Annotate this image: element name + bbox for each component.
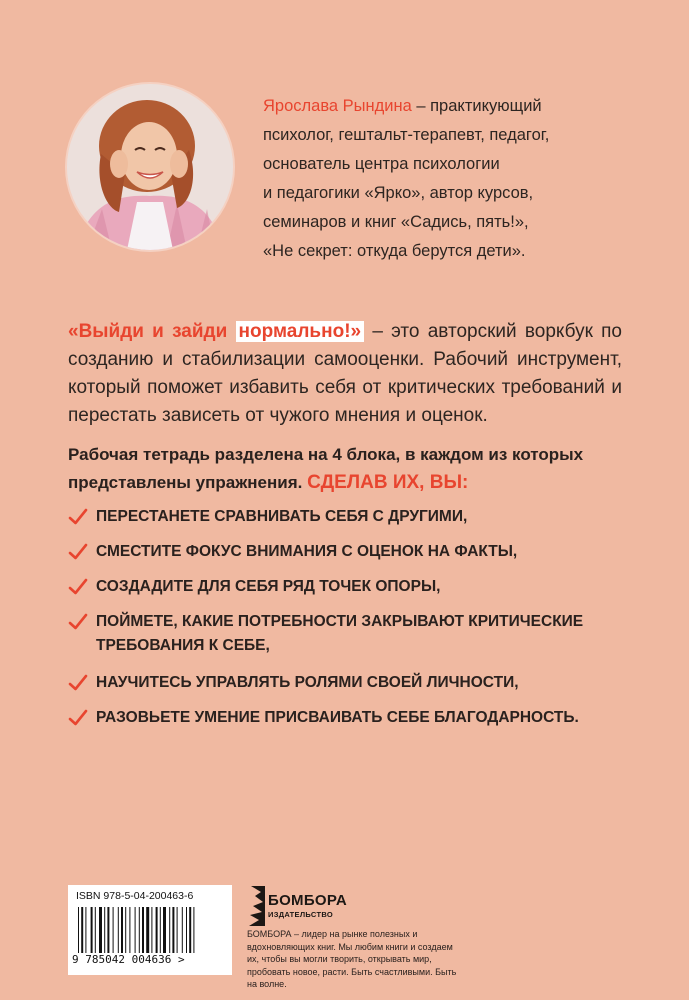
list-item-text: ПОЙМЕТЕ, КАКИЕ ПОТРЕБНОСТИ ЗАКРЫВАЮТ КРИТИЧЕСКИЕ ТРЕБОВАНИЯ К СЕБЕ, <box>96 613 584 654</box>
barcode-bar <box>177 907 178 953</box>
publisher-description: БОМБОРА – лидер на рынке полезных и вдохновляющих книг. Мы любим книги и создаем их, чтобы вы могли творить, открывать мир, пробовать новое, расти. Быть счастливыми. Быть на волне. <box>247 929 457 989</box>
bio-line: психолог, гештальт-терапевт, педагог, <box>263 126 550 144</box>
barcode-bars <box>76 907 224 953</box>
barcode-bar <box>189 907 191 953</box>
barcode-bar <box>172 907 174 953</box>
barcode-bar <box>169 907 170 953</box>
barcode-bar <box>125 907 126 953</box>
barcode-bar <box>139 907 140 953</box>
list-item-text: СМЕСТИТЕ ФОКУС ВНИМАНИЯ С ОЦЕНОК НА ФАКТЫ, <box>96 543 518 560</box>
list-item-text: НАУЧИТЕСЬ УПРАВЛЯТЬ РОЛЯМИ СВОЕЙ ЛИЧНОСТИ, <box>96 674 519 691</box>
bio-line: и педагогики «Ярко», автор курсов, <box>263 184 534 202</box>
checkmark-icon <box>68 507 88 527</box>
barcode-bar <box>113 907 114 953</box>
barcode-bar <box>146 907 149 953</box>
isbn-barcode <box>68 885 232 975</box>
barcode-bar <box>85 907 86 953</box>
list-item <box>68 706 628 730</box>
blocks-text: Рабочая тетрадь разделена на 4 блока, в каждом из которых представлены упражнения. <box>68 445 584 492</box>
list-item <box>68 575 628 599</box>
list-item <box>68 505 628 529</box>
author-name: Ярослава Рындина <box>263 97 412 115</box>
barcode-bar <box>135 907 136 953</box>
bio-line: – практикующий <box>411 97 542 115</box>
checkmark-icon <box>68 577 88 597</box>
barcode-bar <box>156 907 158 953</box>
publisher-name: БОМБОРА <box>268 892 348 909</box>
bio-line: основатель центра психологии <box>263 155 500 173</box>
barcode-bar <box>129 907 130 953</box>
barcode-bar <box>78 907 79 953</box>
checkmark-icon <box>68 542 88 562</box>
isbn-label: ISBN 978-5-04-200463-6 <box>76 890 194 902</box>
barcode-bar <box>95 907 96 953</box>
book-intro <box>68 318 622 430</box>
barcode-digits: 9 785042 004636 > <box>72 953 185 966</box>
barcode-bar <box>142 907 144 953</box>
barcode-bar <box>81 907 83 953</box>
benefits-list <box>68 505 628 741</box>
list-item <box>68 540 628 564</box>
barcode-bar <box>104 907 105 953</box>
checkmark-icon <box>68 673 88 693</box>
barcode-bar <box>118 907 119 953</box>
author-bio <box>263 92 603 266</box>
checkmark-icon <box>68 612 88 632</box>
list-item <box>68 671 628 695</box>
blocks-accent: СДЕЛАВ ИХ, ВЫ: <box>307 472 469 493</box>
list-item-text: ПЕРЕСТАНЕТЕ СРАВНИВАТЬ СЕБЯ С ДРУГИМИ, <box>96 508 468 525</box>
barcode-bar <box>91 907 93 953</box>
barcode-bar <box>160 907 161 953</box>
barcode-bar <box>193 907 194 953</box>
publisher-subtitle: ИЗДАТЕЛЬСТВО <box>268 910 333 919</box>
list-item-text: СОЗДАДИТЕ ДЛЯ СЕБЯ РЯД ТОЧЕК ОПОРЫ, <box>96 578 441 595</box>
bio-line: семинаров и книг «Садись, пять!», <box>263 213 529 231</box>
list-item-text: РАЗОВЬЕТЕ УМЕНИЕ ПРИСВАИВАТЬ СЕБЕ БЛАГОДАРНОСТЬ. <box>96 709 579 726</box>
book-title-highlight: нормально!» <box>236 321 365 342</box>
barcode-bar <box>163 907 166 953</box>
book-title-part: «Выйди и зайди <box>68 321 236 342</box>
blocks-description <box>68 441 628 497</box>
barcode-bar <box>107 907 109 953</box>
barcode-bar <box>99 907 102 953</box>
bio-line: «Не секрет: откуда берутся дети». <box>263 242 526 260</box>
barcode-bar <box>186 907 187 953</box>
checkmark-icon <box>68 708 88 728</box>
barcode-bar <box>121 907 123 953</box>
barcode-bar <box>151 907 152 953</box>
bombora-logo-icon <box>247 884 267 928</box>
list-item <box>68 610 628 658</box>
barcode-bar <box>182 907 183 953</box>
intro-text: – это авторский воркбук по созданию и стабилизации самооценки. Рабочий инструмент, который поможет избавить себя от критических требований и перестать зависеть от чужого мнения и оценок. <box>68 321 623 426</box>
author-photo <box>67 84 233 250</box>
